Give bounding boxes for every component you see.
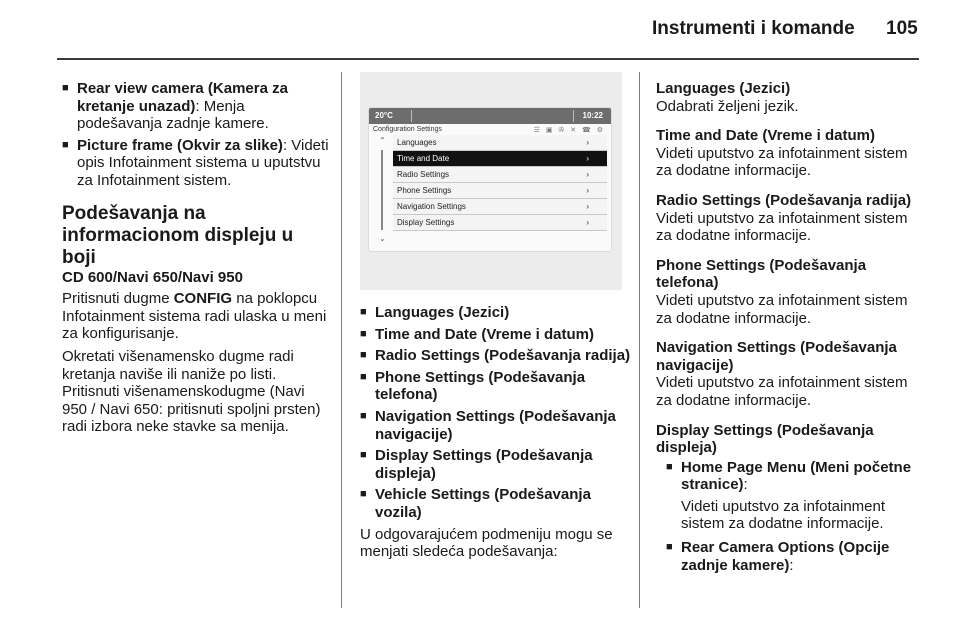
section-time-and-date (656, 127, 918, 180)
section-title: Display Settings (Podešavanja displeja) (656, 421, 874, 457)
section-display-settings (656, 422, 918, 575)
settings-menu-list (393, 135, 607, 231)
config-button-name: CONFIG (173, 290, 233, 308)
status-icons: ☰ ▣ ✇ ✕ ☎ ⚙ (533, 127, 605, 134)
paragraph-submenu: U odgovarajućem podmeniju mogu se menjati sledeća podešavanja: (360, 525, 613, 561)
list-item: ■ Vehicle Settings (Podešavanja vozila) (360, 486, 632, 521)
section-text: Videti uputstvo za infotainment sistem za dodatne informacije. (656, 291, 908, 327)
section-title: Phone Settings (Podešavanja telefona) (656, 256, 867, 292)
bullet-desc: : Menja podešavanja zadnje kamere. (77, 97, 269, 133)
section-languages (656, 80, 918, 115)
chevron-right-icon: › (586, 186, 589, 195)
model-subheading: CD 600/Navi 650/Navi 950 (62, 268, 243, 286)
section-text: Videti uputstvo za infotainment sistem za dodatne informacije. (656, 209, 908, 245)
bullet-term: Home Page Menu (Meni početne stranice) (681, 458, 912, 494)
display-status-bar (369, 108, 611, 124)
menu-item-label: Radio Settings (397, 170, 450, 179)
list-item: ■ Display Settings (Podešavanja displeja) (360, 447, 632, 482)
section-title: Languages (Jezici) (656, 80, 791, 97)
section-title: Radio Settings (Podešavanja radija) (656, 191, 912, 209)
screen-title: Configuration Settings (373, 126, 442, 133)
bullet-term: Rear Camera Options (Opcije zadnje kamere) (681, 539, 890, 574)
bullet-term: Rear view camera (Kamera za kretanje unazad) (77, 80, 288, 115)
menu-item-label: Time and Date (397, 154, 450, 163)
menu-item-phone-settings[interactable] (393, 183, 607, 199)
page-number: 105 (886, 18, 918, 39)
menu-item-label: Display Settings (397, 218, 455, 227)
sub-bullet-home-page-menu (666, 459, 918, 494)
right-column (656, 80, 918, 578)
section-navigation-settings (656, 339, 918, 409)
bullet-desc: : Videti opis Infotainment sistema u uputstvu za Infotainment sistem. (77, 136, 329, 189)
clock: 10:22 (582, 111, 603, 120)
section-text: Odabrati željeni jezik. (656, 97, 799, 115)
list-item: ■ Phone Settings (Podešavanja telefona) (360, 369, 632, 404)
scrollbar-track (381, 150, 383, 230)
column-divider-right (639, 72, 640, 608)
paragraph-turn-knob: Okretati višenamensko dugme radi kretanja naviše ili naniže po listi. (62, 347, 294, 383)
chevron-right-icon: › (586, 138, 589, 147)
bullet-term: Picture frame (Okvir za slike) (77, 136, 283, 154)
menu-item-label: Languages (397, 138, 437, 147)
list-item: ■ Radio Settings (Podešavanja radija) (360, 347, 632, 365)
list-item: ■ Languages (Jezici) (360, 304, 632, 322)
status-divider (411, 110, 412, 122)
bullet-desc: : (789, 556, 794, 574)
menu-item-time-and-date[interactable] (393, 151, 607, 167)
display-screen (368, 107, 612, 252)
section-radio-settings (656, 192, 918, 245)
list-item: ■ Time and Date (Vreme i datum) (360, 326, 632, 344)
chevron-right-icon: › (586, 202, 589, 211)
text: Pritisnuti dugme (62, 290, 174, 308)
section-text: Videti uputstvo za infotainment sistem za dodatne informacije. (656, 374, 908, 409)
paragraph-config (62, 290, 332, 343)
sub-bullet-text: Videti uputstvo za infotainment sistem za dodatne informacije. (681, 497, 886, 533)
menu-item-radio-settings[interactable] (393, 167, 607, 183)
bullet-desc: : (743, 476, 748, 494)
menu-item-display-settings[interactable] (393, 215, 607, 231)
menu-item-navigation-settings[interactable] (393, 199, 607, 215)
section-heading: Podešavanja na informacionom displeju u boji (62, 202, 294, 268)
display-screenshot (360, 72, 622, 290)
bullet-rear-view-camera (62, 80, 332, 133)
status-divider (573, 110, 574, 122)
running-header-title: Instrumenti i komande (652, 18, 855, 39)
menu-item-languages[interactable] (393, 135, 607, 151)
menu-item-label: Phone Settings (397, 186, 452, 195)
section-title: Time and Date (Vreme i datum) (656, 127, 875, 145)
chevron-right-icon: › (586, 154, 589, 163)
scroll-down-icon: ⌄ (379, 234, 386, 243)
section-text: Videti uputstvo za infotainment sistem za dodatne informacije. (656, 144, 908, 180)
section-title: Navigation Settings (Podešavanja navigacije) (656, 339, 897, 374)
list-item: ■ Navigation Settings (Podešavanja navigacije) (360, 408, 632, 443)
text: na poklopcu Infotainment sistema radi ulaska u meni za konfigurisanje. (62, 290, 327, 343)
menu-item-label: Navigation Settings (397, 202, 466, 211)
header-rule (57, 58, 919, 60)
scroll-up-icon: ⌃ (379, 136, 386, 145)
left-column (62, 80, 332, 441)
bullet-picture-frame (62, 137, 332, 190)
column-divider-left (341, 72, 342, 608)
temperature: 20°C (375, 111, 393, 120)
sub-bullet-rear-camera-options (666, 539, 918, 574)
paragraph-press-knob: Pritisnuti višenamenskodugme (Navi 950 / Navi 650: pritisnuti spoljni prsten) radi izbora neke stavke sa menija. (62, 383, 321, 436)
middle-column (360, 304, 632, 566)
section-phone-settings (656, 257, 918, 327)
chevron-right-icon: › (586, 170, 589, 179)
chevron-right-icon: › (586, 218, 589, 227)
